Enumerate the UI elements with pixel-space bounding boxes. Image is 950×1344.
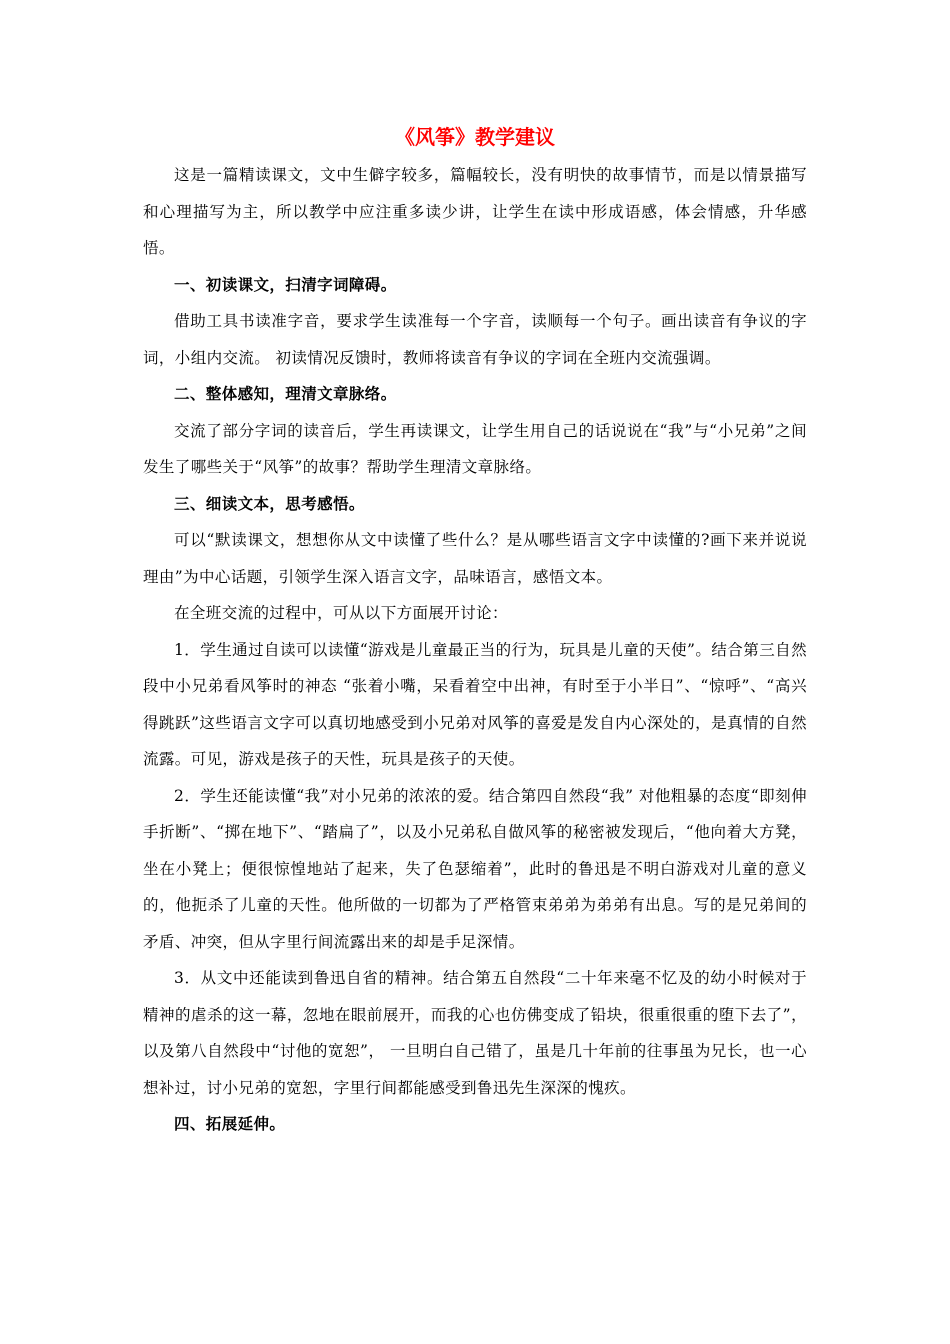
section-3-heading: 三、细读文本，思考感悟。 xyxy=(174,493,365,513)
section-3-point-3: 3．从文中还能读到鲁迅自省的精神。结合第五自然段“二十年来毫不忆及的幼小时候对于精神的虐杀的这一幕，忽地在眼前展开，而我的心也仿佛变成了铅块，很重很重的堕下去了”，以及第八自然段中“讨他的宽恕”， 一旦明白自己错了，虽是几十年前的往事虽为兄长，也一心想补过，讨小兄弟的宽恕，字里行间都能感受到鲁迅先生深深的愧疚。 xyxy=(143,969,807,1097)
section-1-heading: 一、初读课文，扫清字词障碍。 xyxy=(174,274,397,294)
document-title: 《风筝》教学建议 xyxy=(395,125,555,149)
section-3-point-1: 1．学生通过自读可以读懂“游戏是儿童最正当的行为，玩具是儿童的天使”。结合第三自然段中小兄弟看风筝时的神态 “张着小嘴，呆看着空中出神，有时至于小半日”、“惊呼”、“高兴得跳跃”这些语言文字可以真切地感受到小兄弟对风筝的喜爱是发自内心深处的，是真情的自然流露。可见，游戏是孩子的天性，玩具是孩子的天使。 xyxy=(143,640,807,768)
section-3-discussion-intro: 在全班交流的过程中，可从以下方面展开讨论： xyxy=(174,604,508,622)
section-2-heading: 二、整体感知，理清文章脉络。 xyxy=(174,384,397,403)
section-2-body: 交流了部分字词的读音后，学生再读课文，让学生用自己的话说说在“我”与“小兄弟”之间发生了哪些关于“风筝”的故事？帮助学生理清文章脉络。 xyxy=(143,421,807,476)
section-3-point-2: 2．学生还能读懂“我”对小兄弟的浓浓的爱。结合第四自然段“我” 对他粗暴的态度“即刻伸手折断”、“掷在地下”、“踏扁了”，以及小兄弟私自做风筝的秘密被发现后，“他向着大方凳，坐在小凳上；便很惊惶地站了起来，失了色瑟缩着”，此时的鲁迅是不明白游戏对儿童的意义的，他扼杀了儿童的天性。他所做的一切都为了严格管束弟弟为弟弟有出息。写的是兄弟间的矛盾、冲突，但从字里行间流露出来的却是手足深情。 xyxy=(143,786,807,951)
section-3-body: 可以“默读课文，想想你从文中读懂了些什么？是从哪些语言文字中读懂的?画下来并说说理由”为中心话题，引领学生深入语言文字，品味语言，感悟文本。 xyxy=(143,531,807,586)
document-page xyxy=(143,122,807,1143)
intro-paragraph: 这是一篇精读课文，文中生僻字较多，篇幅较长，没有明快的故事情节，而是以情景描写和心理描写为主，所以教学中应注重多读少讲，让学生在读中形成语感，体会情感，升华感悟。 xyxy=(143,166,807,257)
section-4-heading: 四、拓展延伸。 xyxy=(174,1114,286,1133)
section-1-body: 借助工具书读准字音，要求学生读准每一个字音，读顺每一个句子。画出读音有争议的字词，小组内交流。 初读情况反馈时，教师将读音有争议的字词在全班内交流强调。 xyxy=(143,312,807,367)
